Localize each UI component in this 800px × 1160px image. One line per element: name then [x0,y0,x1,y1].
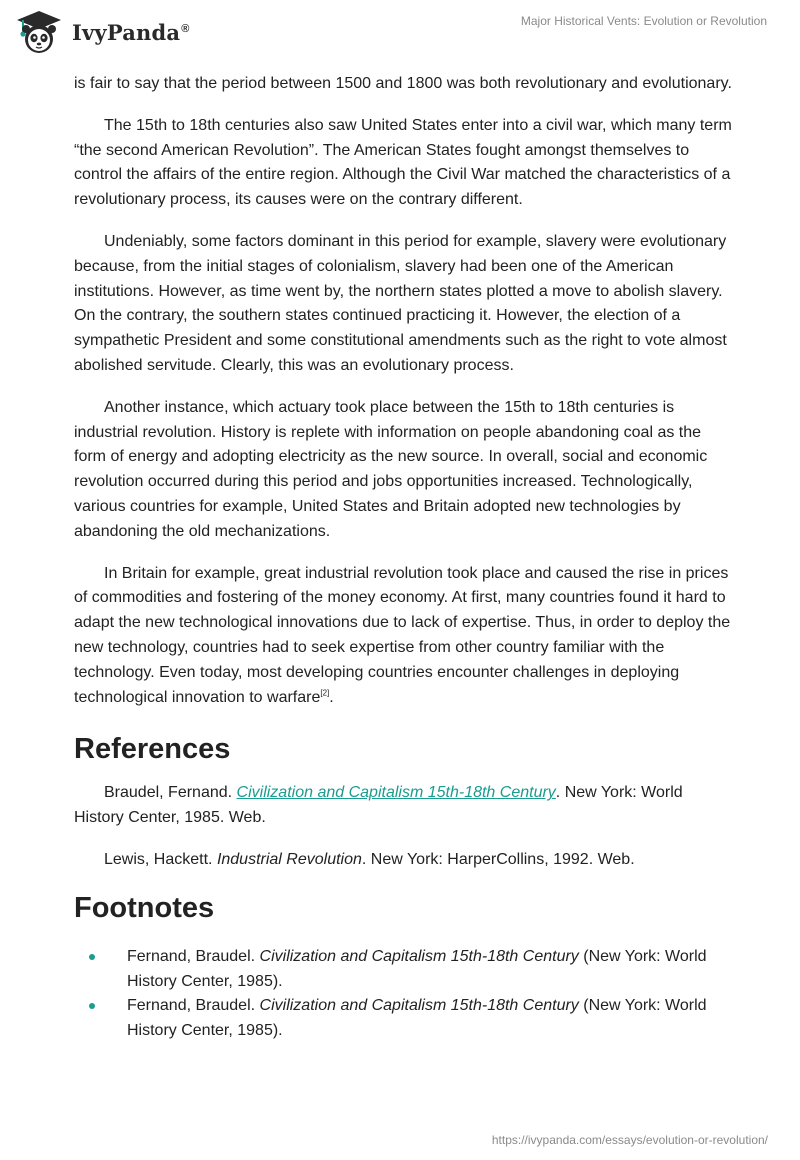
footnote-item: Fernand, Braudel. Civilization and Capitalism 15th-18th Century (New York: World History Center, 1985). [74,994,734,1044]
page-header [0,0,800,70]
bullet-icon [89,1003,95,1009]
references-heading: References [74,733,231,766]
paragraph: The 15th to 18th centuries also saw United States enter into a civil war, which many term “the second American Revolution”. The American States fought amongst themselves to control the affairs of the entire region. Although the Civil War matched the characteristics of a revolutionary process, its causes were on the contrary different. [74,116,732,209]
source-url[interactable]: https://ivypanda.com/essays/evolution-or-revolution/ [491,1133,768,1147]
reference-link[interactable]: Civilization and Capitalism 15th-18th Century [236,784,556,802]
paragraph: Another instance, which actuary took place between the 15th to 18th centuries is industrial revolution. History is replete with information on people abandoning coal as the form of energy and adopting electricity as the new source. In overall, social and economic revolution occurred during this period and jobs opportunities increased. Technologically, various countries for example, United States and Britain adopted new technologies by abandoning the old mechanizations. [74,398,708,540]
document-title: Major Historical Vents: Evolution or Revolution [520,14,767,28]
reference-item: Lewis, Hackett. Industrial Revolution. New York: HarperCollins, 1992. Web. [104,850,635,868]
paragraph: In Britain for example, great industrial revolution took place and caused the rise in prices of commodities and fostering of the money economy. At first, many countries found it hard to adapt the new technological innovations due to lack of expertise. Thus, in order to deploy the new technology, countries had to seek expertise from other country familiar with the technology. Even today, most developing countries encounter challenges in deploying technological innovation to warfare[2]. [74,564,731,706]
footnote-item: Fernand, Braudel. Civilization and Capitalism 15th-18th Century (New York: World History Center, 1985). [74,945,734,995]
brand-name: IvyPanda® [72,19,190,45]
paragraph: is fair to say that the period between 1500 and 1800 was both revolutionary and evolutionary. [74,75,732,92]
panda-graduate-icon [14,9,64,55]
essay-content [74,72,734,1044]
reference-item: Braudel, Fernand. Civilization and Capitalism 15th-18th Century. New York: World History Center, 1985. Web. [74,784,683,827]
footnotes-heading: Footnotes [74,891,215,924]
bullet-icon [89,954,95,960]
brand-logo[interactable] [14,9,190,55]
paragraph: Undeniably, some factors dominant in this period for example, slavery were evolutionary because, from the initial stages of colonialism, slavery had been one of the American institutions. However, as time went by, the northern states plotted a move to abolish slavery. On the contrary, the southern states continued practicing it. However, the election of a sympathetic President and some constitutional amendments such as the right to vote almost abolished servitude. Clearly, this was an evolutionary process. [74,232,727,374]
footnotes-list [74,945,734,1044]
footnote-marker[interactable]: [2] [320,688,330,698]
